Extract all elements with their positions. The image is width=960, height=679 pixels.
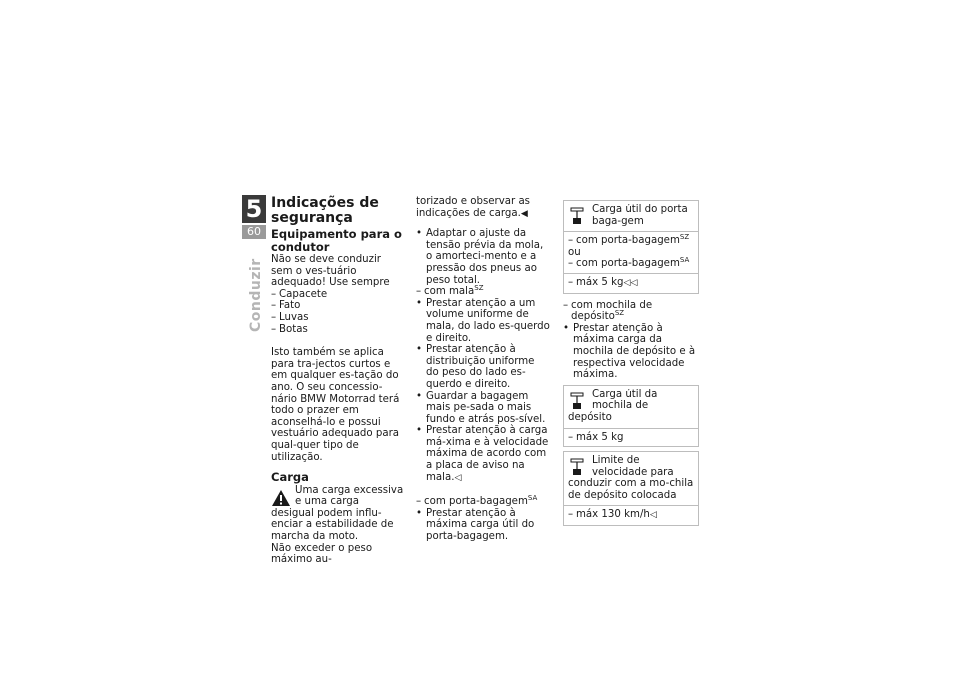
- paragraph: [416, 196, 550, 220]
- spec-value-text: máx 130 km/h: [576, 509, 650, 521]
- column-1: [271, 196, 405, 566]
- weight-load-icon: [570, 392, 584, 410]
- bullet-text: Prestar atenção à carga má-xima e à velocidade máxima de acordo com a placa de aviso na mala.: [426, 425, 549, 483]
- column-3: [563, 196, 699, 530]
- dash-text: com mochila de depósito: [571, 299, 653, 323]
- spec-box-speed-limit: [563, 451, 699, 526]
- list-item: – Luvas: [271, 312, 405, 324]
- spec-value: [568, 509, 694, 522]
- list-item: – Capacete: [271, 289, 405, 301]
- spec-header: [568, 204, 694, 231]
- dash-item: [416, 496, 550, 508]
- spec-box-luggage-rack: [563, 200, 699, 294]
- spec-box-tank-bag: [563, 385, 699, 447]
- spec-title: Carga útil da mochila de depósito: [568, 388, 658, 423]
- chapter-number: 5: [242, 195, 266, 223]
- paragraph: Não exceder o peso máximo au-: [271, 542, 373, 566]
- end-triangle-icon: ◁: [649, 510, 657, 521]
- paragraph: Isto também se aplica para tra-jectos curtos e em qualquer es-tação do ano. O seu concessio-nário BMW Motorrad terá todo o prazer em aconselhá-lo e possui vestuário adequado para qual-quer tipo de utilização.: [271, 347, 400, 463]
- bullet-item: • Guardar a bagagem mais pe-sada o mais fundo e atrás pos-sível.: [416, 391, 550, 426]
- spec-line: [568, 258, 694, 270]
- spec-value: – máx 5 kg: [568, 432, 694, 444]
- superscript: SA: [679, 256, 690, 265]
- spec-line: [568, 235, 694, 247]
- bullet-item: [416, 425, 550, 484]
- end-triangle-icon: ◀: [520, 208, 528, 219]
- weight-load-icon: [570, 207, 584, 225]
- page-number: 60: [242, 225, 266, 239]
- dash-item: [416, 286, 550, 298]
- warning-note: [271, 485, 405, 543]
- end-triangle-icon: ◁◁: [623, 277, 638, 288]
- superscript: SZ: [614, 309, 625, 318]
- warning-triangle-icon: [271, 489, 291, 507]
- column-2: [416, 196, 550, 543]
- spec-value: [568, 277, 694, 290]
- spec-title: Carga útil do porta baga-gem: [592, 204, 688, 227]
- bullet-item: • Prestar atenção à distribuição uniforme do peso do lado es-querdo e direito.: [416, 344, 550, 390]
- superscript: SZ: [679, 233, 690, 242]
- spec-header: [568, 455, 694, 505]
- dash-item: [563, 300, 699, 323]
- paragraph-text: torizado e observar as indicações de carga.: [416, 196, 530, 219]
- spec-title: Limite de velocidade para conduzir com a mo-chila de depósito colocada: [568, 455, 694, 501]
- section-title: Indicações de segurança: [271, 195, 379, 226]
- dash-text: com porta-bagagem: [424, 496, 528, 508]
- bullet-item: • Adaptar o ajuste da tensão prévia da mola, o amorteci-mento e a pressão dos pneus ao peso total.: [416, 228, 550, 286]
- chapter-label: Conduzir: [248, 258, 264, 332]
- subsection-equipment: Equipamento para o condutor: [271, 227, 402, 254]
- spec-or: ou: [568, 246, 581, 258]
- bullet-item: • Prestar atenção à máxima carga útil do porta-bagagem.: [416, 508, 550, 543]
- bullet-item: • Prestar atenção a um volume uniforme de mala, do lado es-querdo e direito.: [416, 298, 550, 344]
- bullet-item: • Prestar atenção à máxima carga da mochila de depósito e à respectiva velocidade máxima.: [563, 323, 699, 381]
- spec-value-text: máx 5 kg: [576, 276, 624, 288]
- list-item: – Fato: [271, 300, 405, 312]
- paragraph: Não se deve conduzir sem o ves-tuário adequado! Use sempre: [271, 254, 390, 289]
- weight-load-icon: [570, 458, 584, 476]
- list-item: – Botas: [271, 324, 405, 336]
- superscript: SA: [527, 494, 538, 503]
- dash-text: com mala: [424, 286, 475, 298]
- spec-line-text: com porta-bagagem: [576, 258, 680, 270]
- warning-text: Uma carga excessiva e uma carga desigual podem influ-enciar a estabilidade de marcha da moto.: [271, 484, 404, 542]
- superscript: SZ: [474, 284, 484, 293]
- spec-line-text: com porta-bagagem: [576, 235, 680, 247]
- subsection-load: Carga: [271, 470, 309, 485]
- end-triangle-icon: ◁: [454, 472, 462, 483]
- spec-header: [568, 389, 694, 428]
